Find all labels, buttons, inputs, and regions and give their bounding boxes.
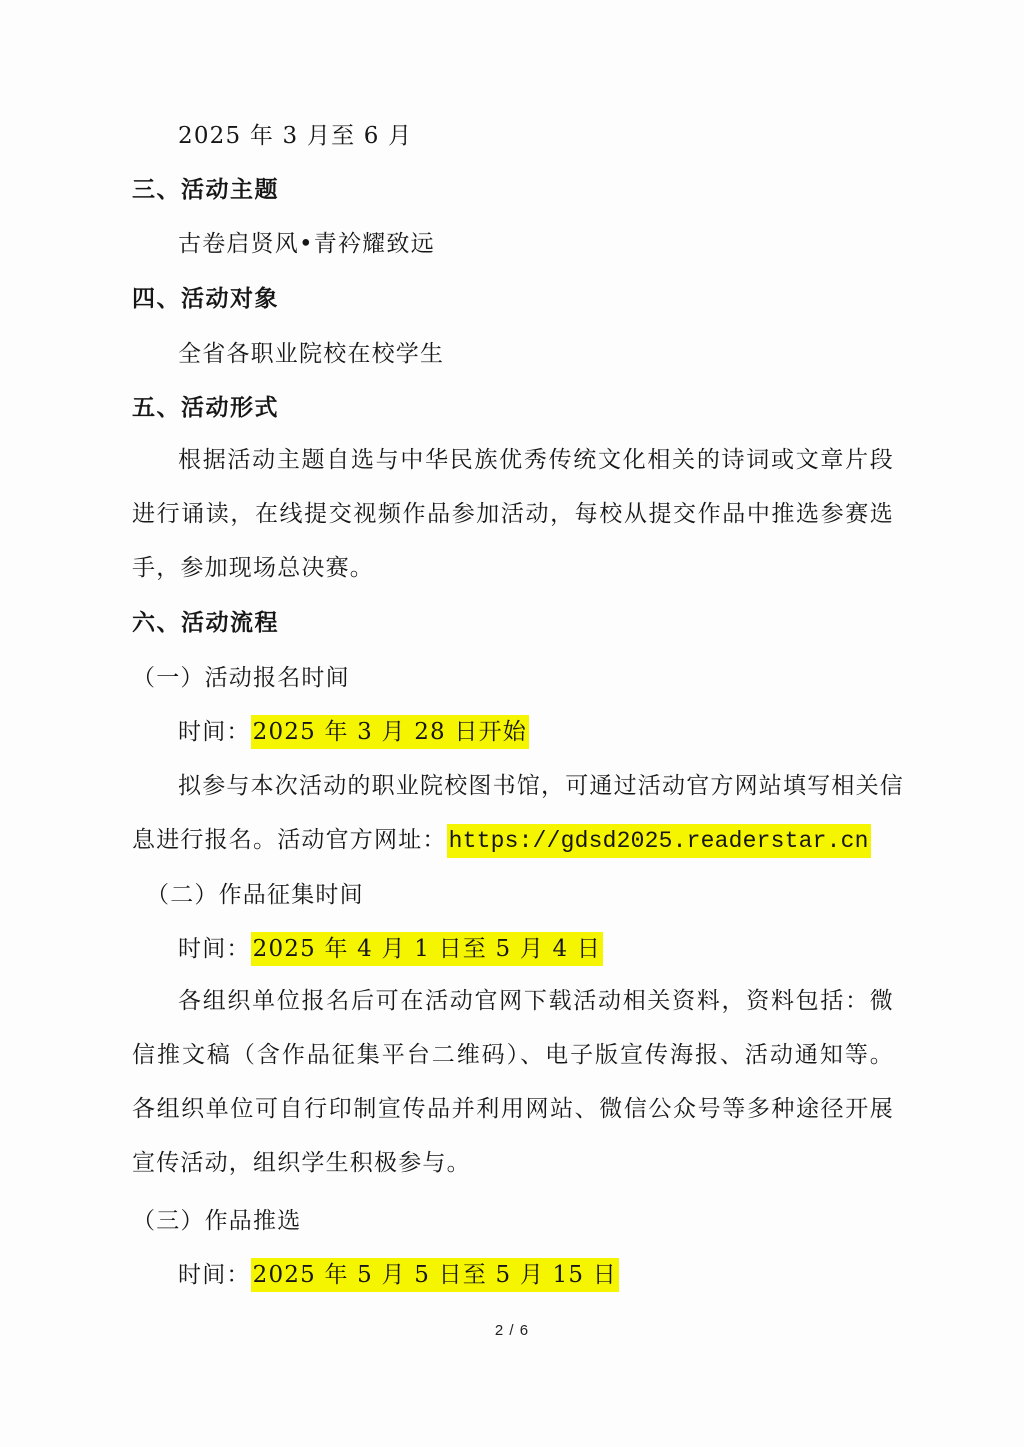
collection-paragraph: 各组织单位报名后可在活动官网下载活动相关资料，资料包括：微信推文稿（含作品征集平台二维码）、电子版宣传海报、活动通知等。各组织单位可自行印制宣传品并利用网站、微信公众号等多种途径开展宣传活动，组织学生积极参与。 [132, 988, 894, 1176]
collection-time-value: 2025 年 4 月 1 日至 5 月 4 日 [251, 932, 603, 966]
audience-content: 全省各职业院校在校学生 [178, 341, 445, 367]
time-label: 时间： [178, 719, 251, 745]
activity-period: 2025 年 3 月至 6 月 [178, 123, 413, 149]
format-paragraph: 根据活动主题自选与中华民族优秀传统文化相关的诗词或文章片段进行诵读，在线提交视频作品参加活动，每校从提交作品中推选参赛选手，参加现场总决赛。 [132, 447, 894, 581]
section-heading-theme: 三、活动主题 [132, 177, 279, 203]
selection-time-value: 2025 年 5 月 5 日至 5 月 15 日 [251, 1258, 619, 1292]
subheading-collection: （二）作品征集时间 [146, 882, 364, 908]
page-number: 2 / 6 [494, 1322, 530, 1339]
collection-time [178, 933, 603, 965]
subheading-registration: （一）活动报名时间 [132, 665, 350, 691]
theme-content: 古卷启贤风•青衿耀致远 [178, 231, 435, 257]
section-heading-process: 六、活动流程 [132, 610, 279, 636]
registration-paragraph-line1: 拟参与本次活动的职业院校图书馆，可通过活动官方网站填写相关信 [178, 773, 904, 799]
registration-time-value: 2025 年 3 月 28 日开始 [251, 715, 529, 749]
registration-paragraph-line2 [132, 824, 871, 857]
official-website-url: https://gdsd2025.readerstar.cn [447, 824, 871, 858]
section-heading-format: 五、活动形式 [132, 395, 279, 421]
time-label: 时间： [178, 1262, 251, 1288]
time-label: 时间： [178, 936, 251, 962]
registration-time [178, 716, 529, 748]
selection-time [178, 1259, 619, 1291]
registration-paragraph-prefix: 息进行报名。活动官方网址： [132, 827, 447, 853]
section-heading-audience: 四、活动对象 [132, 286, 279, 312]
subheading-selection: （三）作品推选 [132, 1208, 302, 1234]
